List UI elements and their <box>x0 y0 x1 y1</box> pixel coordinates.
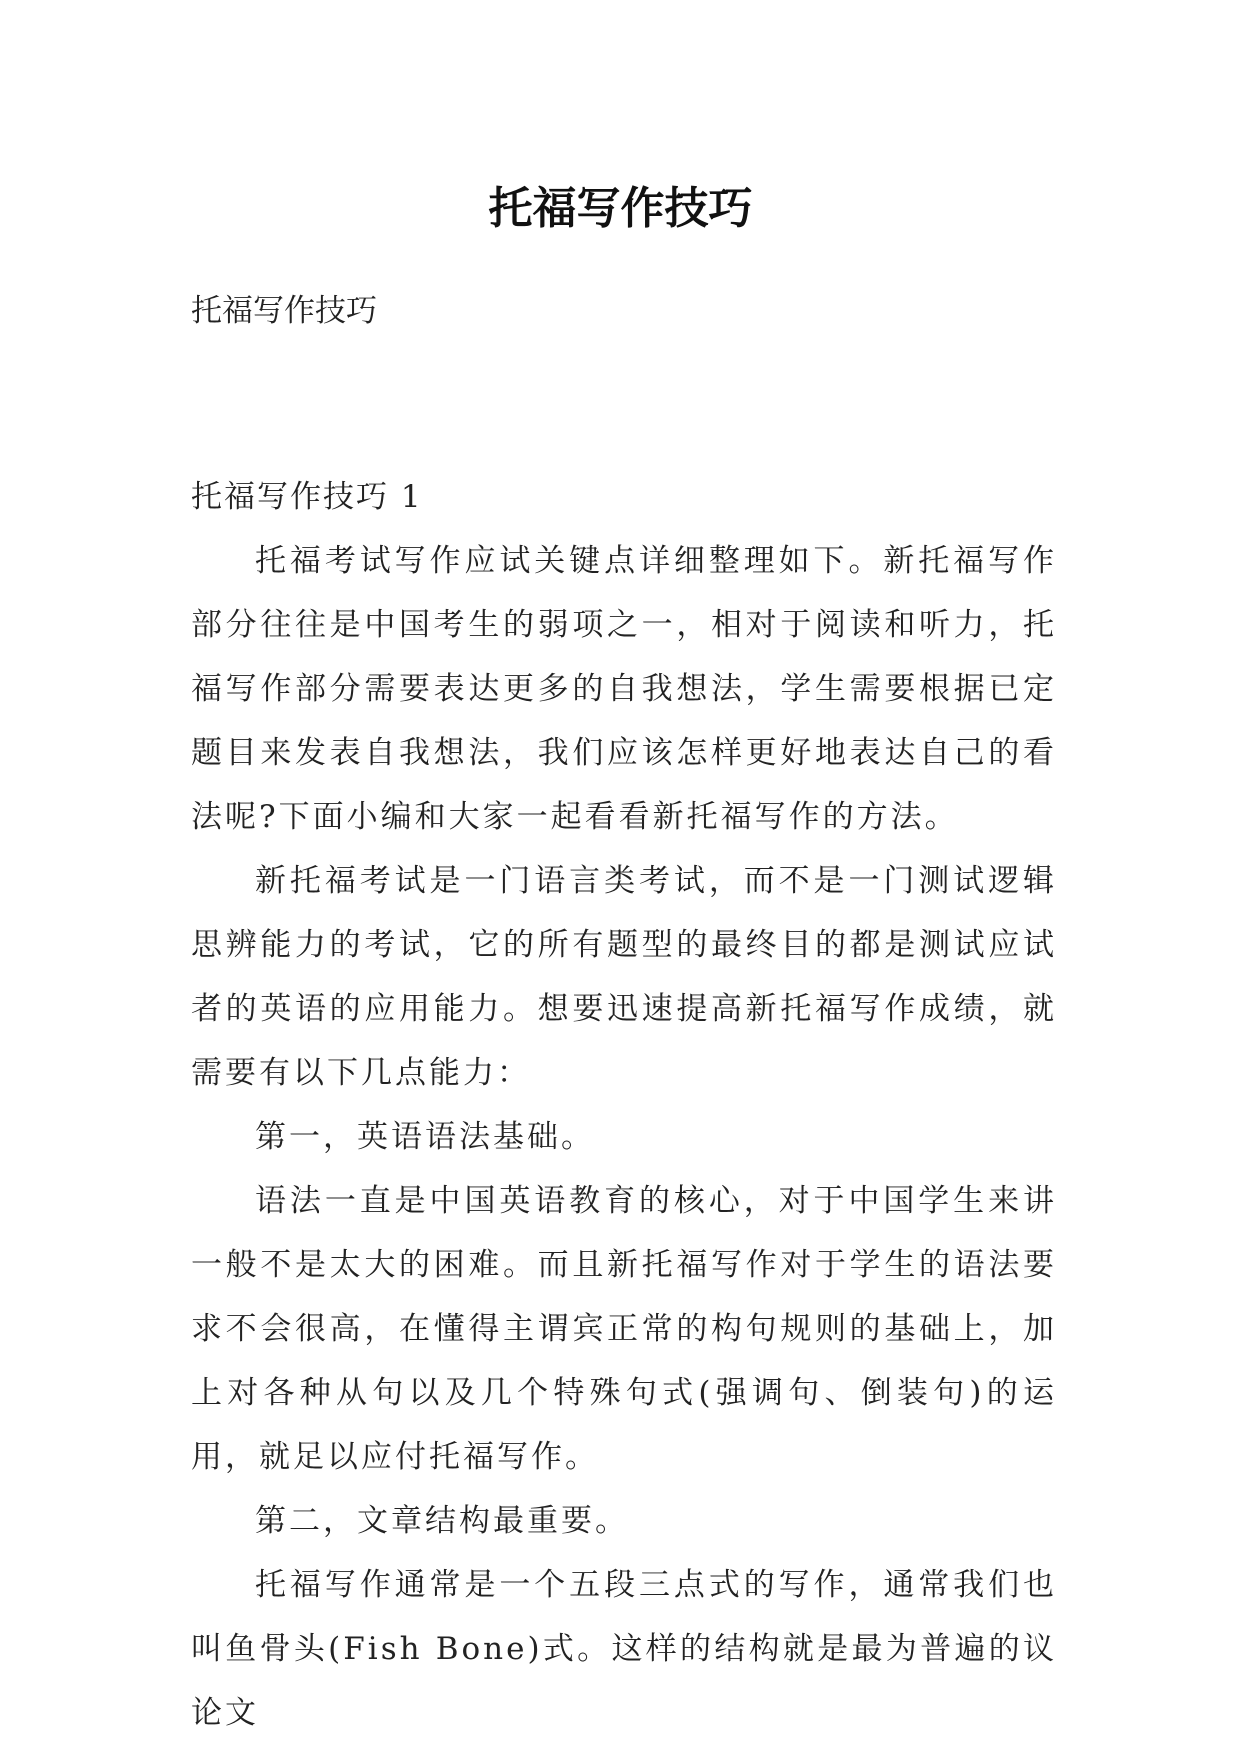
paragraph: 托福考试写作应试关键点详细整理如下。新托福写作部分往往是中国考生的弱项之一，相对于阅读和听力，托福写作部分需要表达更多的自我想法，学生需要根据已定题目来发表自我想法，我们应该怎样更好地表达自己的看法呢?下面小编和大家一起看看新托福写作的方法。 <box>191 543 1057 835</box>
document-title: 托福写作技巧 <box>488 183 753 235</box>
paragraph: 语法一直是中国英语教育的核心，对于中国学生来讲一般不是太大的困难。而且新托福写作对于学生的语法要求不会很高，在懂得主谓宾正常的构句规则的基础上，加上对各种从句以及几个特殊句式(强调句、倒装句)的运用，就足以应付托福写作。 <box>191 1183 1057 1475</box>
document-body <box>191 465 1057 1745</box>
paragraph: 第二，文章结构最重要。 <box>255 1503 629 1539</box>
document-subtitle: 托福写作技巧 <box>191 293 377 329</box>
paragraph: 新托福考试是一门语言类考试，而不是一门测试逻辑思辨能力的考试，它的所有题型的最终目的都是测试应试者的英语的应用能力。想要迅速提高新托福写作成绩，就需要有以下几点能力： <box>191 863 1057 1091</box>
paragraph: 托福写作通常是一个五段三点式的写作，通常我们也叫鱼骨头(Fish Bone)式。这样的结构就是最为普遍的议论文 <box>191 1567 1057 1731</box>
section-heading: 托福写作技巧 1 <box>191 479 423 515</box>
paragraph: 第一，英语语法基础。 <box>255 1119 595 1155</box>
